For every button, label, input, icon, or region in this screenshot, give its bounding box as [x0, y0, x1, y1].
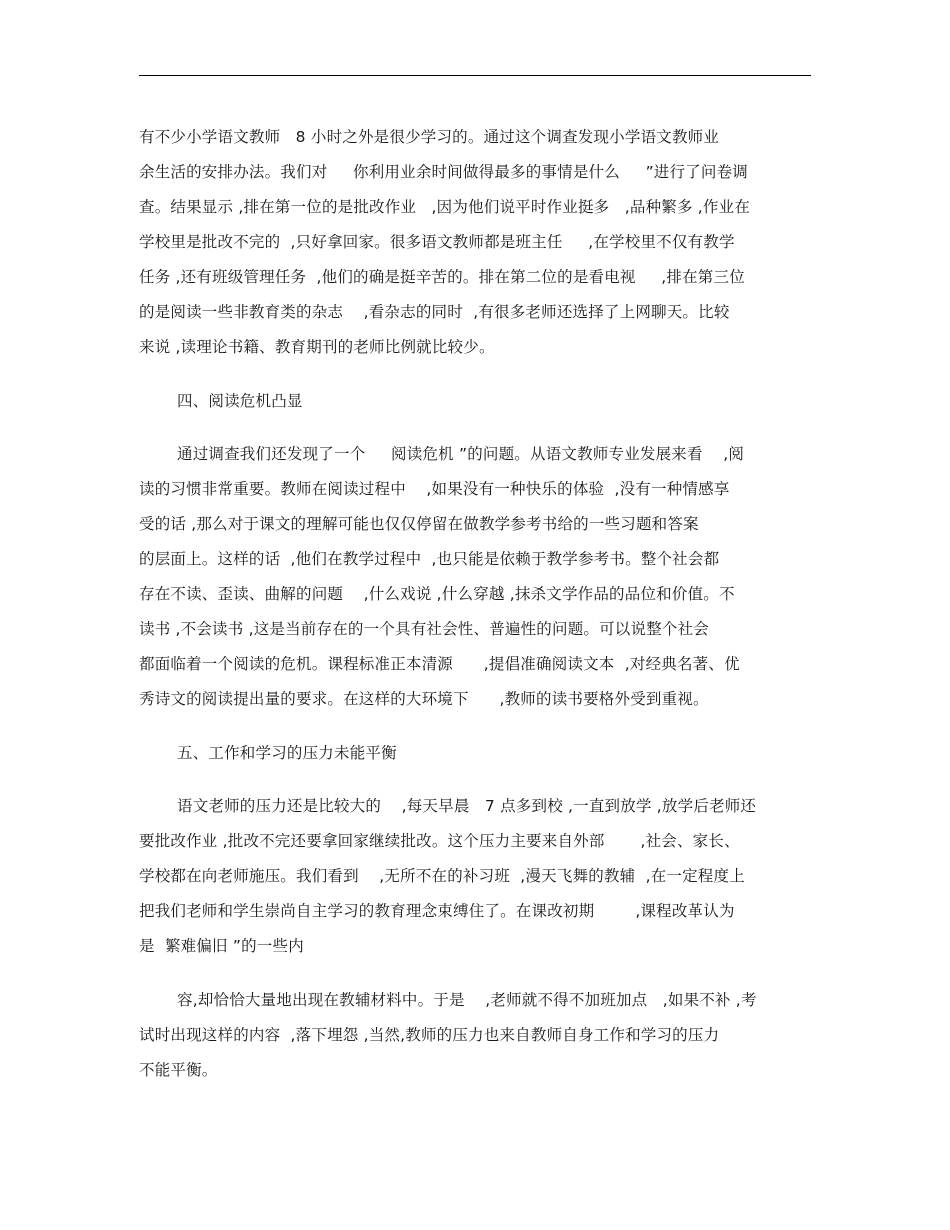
paragraph-3-line-2: 要批改作业 ,批改不完还要拿回家继续批改。这个压力主要来自外部 ,社会、家长、 [139, 832, 740, 850]
paragraph-2-line-3: 受的话 ,那么对于课文的理解可能也仅仅停留在做教学参考书给的一些习题和答案 [139, 515, 699, 533]
paragraph-4-line-1: 容,却恰恰大量地出现在教辅材料中。于是 ,老师就不得不加班加点 ,如果不补 ,考 [177, 991, 757, 1009]
section-heading-4: 四、阅读危机凸显 [177, 392, 303, 410]
paragraph-1-line-7: 来说 ,读理论书籍、教育期刊的老师比例就比较少。 [139, 338, 495, 356]
paragraph-2-line-2: 读的习惯非常重要。教师在阅读过程中 ,如果没有一种快乐的体验 ,没有一种情感享 [139, 480, 730, 498]
header-rule [139, 75, 811, 76]
paragraph-1-line-1: 有不少小学语文教师 8 小时之外是很少学习的。通过这个调查发现小学语文教师业 [139, 128, 720, 146]
paragraph-1-line-2: 余生活的安排办法。我们对 你利用业余时间做得最多的事情是什么 ”进行了问卷调 [139, 163, 749, 181]
paragraph-2-line-8: 秀诗文的阅读提出量的要求。在这样的大环境下 ,教师的读书要格外受到重视。 [139, 690, 709, 708]
paragraph-2-line-4: 的层面上。这样的话 ,他们在教学过程中 ,也只能是依赖于教学参考书。整个社会都 [139, 550, 720, 568]
paragraph-3-line-3: 学校都在向老师施压。我们看到 ,无所不在的补习班 ,漫天飞舞的教辅 ,在一定程度上 [139, 867, 745, 885]
paragraph-1-line-6: 的是阅读一些非教育类的杂志 ,看杂志的同时 ,有很多老师还选择了上网聊天。比较 [139, 303, 730, 321]
paragraph-2-line-6: 读书 ,不会读书 ,这是当前存在的一个具有社会性、普遍性的问题。可以说整个社会 [139, 620, 710, 638]
paragraph-2-line-7: 都面临着一个阅读的危机。课程标准正本清源 ,提倡准确阅读文本 ,对经典名著、优 [139, 655, 740, 673]
paragraph-2-line-5: 存在不读、歪读、曲解的问题 ,什么戏说 ,什么穿越 ,抹杀文学作品的品位和价值。不 [139, 585, 735, 603]
paragraph-3-line-5: 是 繁难偏旧 ”的一些内 [139, 937, 304, 955]
paragraph-2-line-1: 通过调查我们还发现了一个 阅读危机 ”的问题。从语文教师专业发展来看 ,阅 [177, 445, 745, 463]
paragraph-1-line-3: 查。结果显示 ,排在第一位的是批改作业 ,因为他们说平时作业挺多 ,品种繁多 ,作业在 [139, 198, 751, 216]
paragraph-3-line-1: 语文老师的压力还是比较大的 ,每天早晨 7 点多到校 ,一直到放学 ,放学后老师还 [177, 797, 757, 815]
section-heading-5: 五、工作和学习的压力未能平衡 [177, 744, 397, 762]
paragraph-4-line-2: 试时出现这样的内容 ,落下埋怨 ,当然,教师的压力也来自教师自身工作和学习的压力 [139, 1026, 720, 1044]
paragraph-4-line-3: 不能平衡。 [139, 1061, 218, 1079]
paragraph-3-line-4: 把我们老师和学生崇尚自主学习的教育理念束缚住了。在课改初期 ,课程改革认为 [139, 902, 735, 920]
paragraph-1-line-4: 学校里是批改不完的 ,只好拿回家。很多语文教师都是班主任 ,在学校里不仅有教学 [139, 233, 735, 251]
paragraph-1-line-5: 任务 ,还有班级管理任务 ,他们的确是挺辛苦的。排在第二位的是看电视 ,排在第三位 [139, 268, 745, 286]
